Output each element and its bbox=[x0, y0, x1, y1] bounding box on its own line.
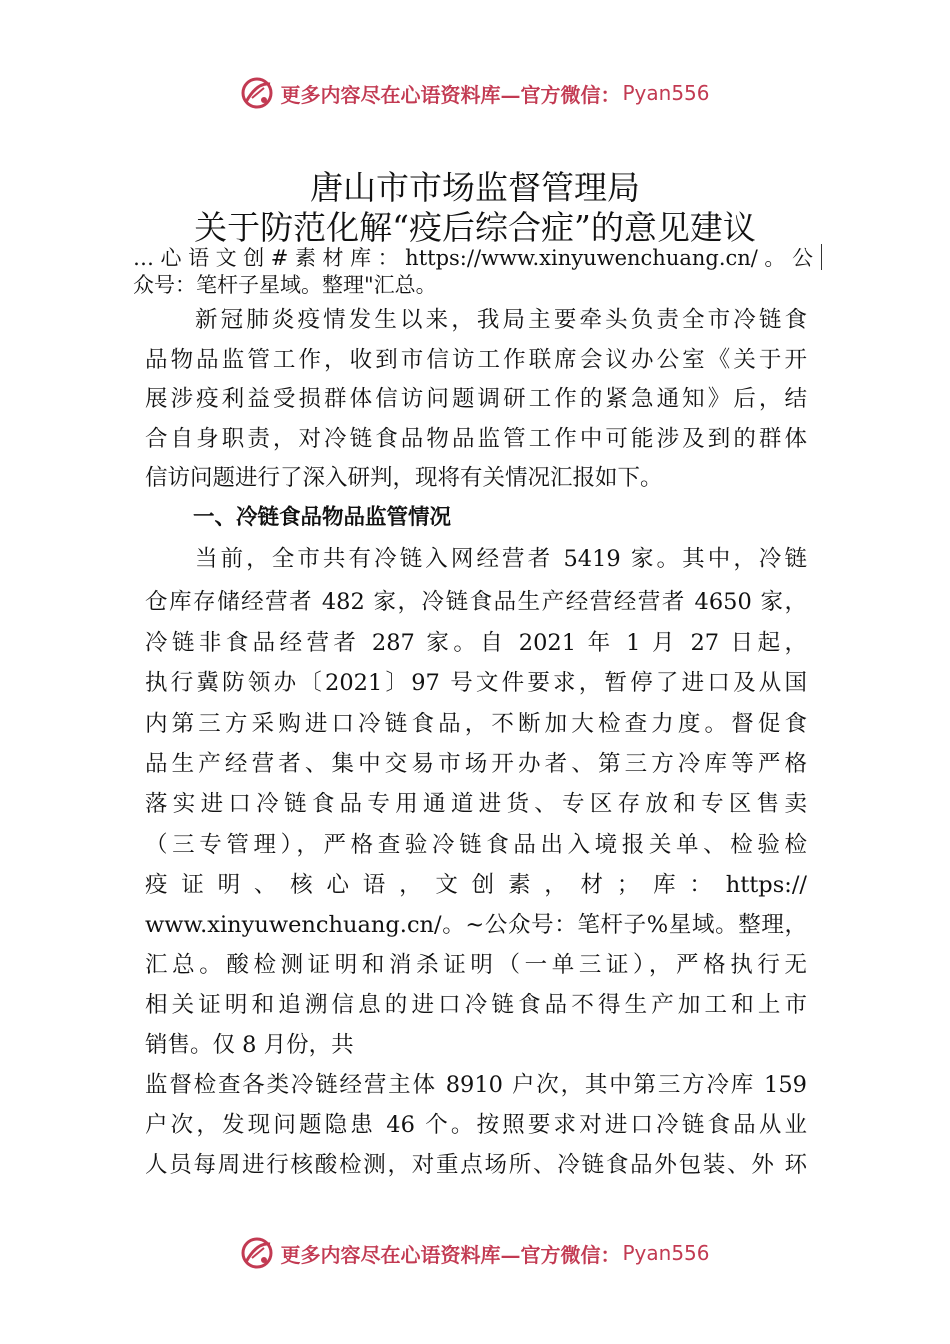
text-cursor-bar bbox=[821, 244, 822, 270]
banner-brand-text: 更多内容尽在心语资料库—官方微信： bbox=[280, 1242, 621, 1267]
paragraph-2-line: 仓库存储经营者 482 家，冷链食品生产经营经营者 4650 家， bbox=[145, 589, 807, 615]
document-title-line1: 唐山市市场监督管理局 bbox=[310, 168, 640, 207]
paragraph-2-line: 汇总。酸检测证明和消杀证明（一单三证），严格执行无 bbox=[145, 952, 807, 978]
paragraph-2-line: （三专管理），严格查验冷链食品出入境报关单、检验检 bbox=[145, 832, 807, 858]
banner-wechat-id: Pyan556 bbox=[622, 1241, 710, 1265]
brand-logo-icon bbox=[240, 76, 274, 110]
paragraph-1-line: 展涉疫利益受损群体信访问题调研工作的紧急通知》后，结 bbox=[145, 386, 807, 412]
paragraph-1-line: 品物品监管工作，收到市信访工作联席会议办公室《关于开 bbox=[145, 347, 807, 373]
source-note-line1: …心语文创#素材库：https://www.xinyuwenchuang.cn/。公 bbox=[133, 246, 813, 270]
header-watermark-banner bbox=[0, 73, 950, 113]
paragraph-2-line: 当前，全市共有冷链入网经营者 5419 家。其中，冷链 bbox=[195, 546, 807, 572]
paragraph-2-line: 品生产经营者、集中交易市场开办者、第三方冷库等严格 bbox=[145, 751, 807, 777]
paragraph-2-line: 疫证明、核心语，文创素，材；库：https:// bbox=[145, 872, 807, 898]
document-title-line2: 关于防范化解“疫后综合症”的意见建议 bbox=[194, 208, 756, 247]
paragraph-1-line: 合自身职责，对冷链食品物品监管工作中可能涉及到的群体 bbox=[145, 426, 807, 452]
source-note-line2: 众号：笔杆子星域。整理"汇总。 bbox=[133, 273, 437, 297]
banner-wechat-id: Pyan556 bbox=[622, 81, 710, 105]
paragraph-2-line: 监督检查各类冷链经营主体 8910 户次，其中第三方冷库 159 bbox=[145, 1072, 807, 1098]
paragraph-2-line: 人员每周进行核酸检测，对重点场所、冷链食品外包装、外 环 bbox=[145, 1152, 807, 1178]
paragraph-2-line: www.xinyuwenchuang.cn/。~公众号：笔杆子%星域。整理， bbox=[145, 912, 807, 938]
footer-watermark-banner bbox=[0, 1233, 950, 1273]
paragraph-2-line: 内第三方采购进口冷链食品，不断加大检查力度。督促食 bbox=[145, 711, 807, 737]
paragraph-2-line: 相关证明和追溯信息的进口冷链食品不得生产加工和上市 bbox=[145, 992, 807, 1018]
paragraph-2-line: 执行冀防领办〔2021〕97 号文件要求，暂停了进口及从国 bbox=[145, 670, 807, 696]
banner-brand-text: 更多内容尽在心语资料库—官方微信： bbox=[280, 82, 621, 107]
paragraph-2-line: 销售。仅 8 月份，共 bbox=[145, 1032, 354, 1058]
paragraph-2-line: 冷链非食品经营者 287 家。自 2021 年 1 月 27 日起， bbox=[145, 630, 807, 656]
section-1-heading: 一、冷链食品物品监管情况 bbox=[193, 505, 452, 530]
paragraph-1-line: 新冠肺炎疫情发生以来，我局主要牵头负责全市冷链食 bbox=[195, 307, 807, 333]
paragraph-2-line: 落实进口冷链食品专用通道进货、专区存放和专区售卖 bbox=[145, 791, 807, 817]
paragraph-1-line: 信访问题进行了深入研判，现将有关情况汇报如下。 bbox=[145, 465, 663, 491]
brand-logo-icon bbox=[240, 1236, 274, 1270]
paragraph-2-line: 户次，发现问题隐患 46 个。按照要求对进口冷链食品从业 bbox=[145, 1112, 807, 1138]
